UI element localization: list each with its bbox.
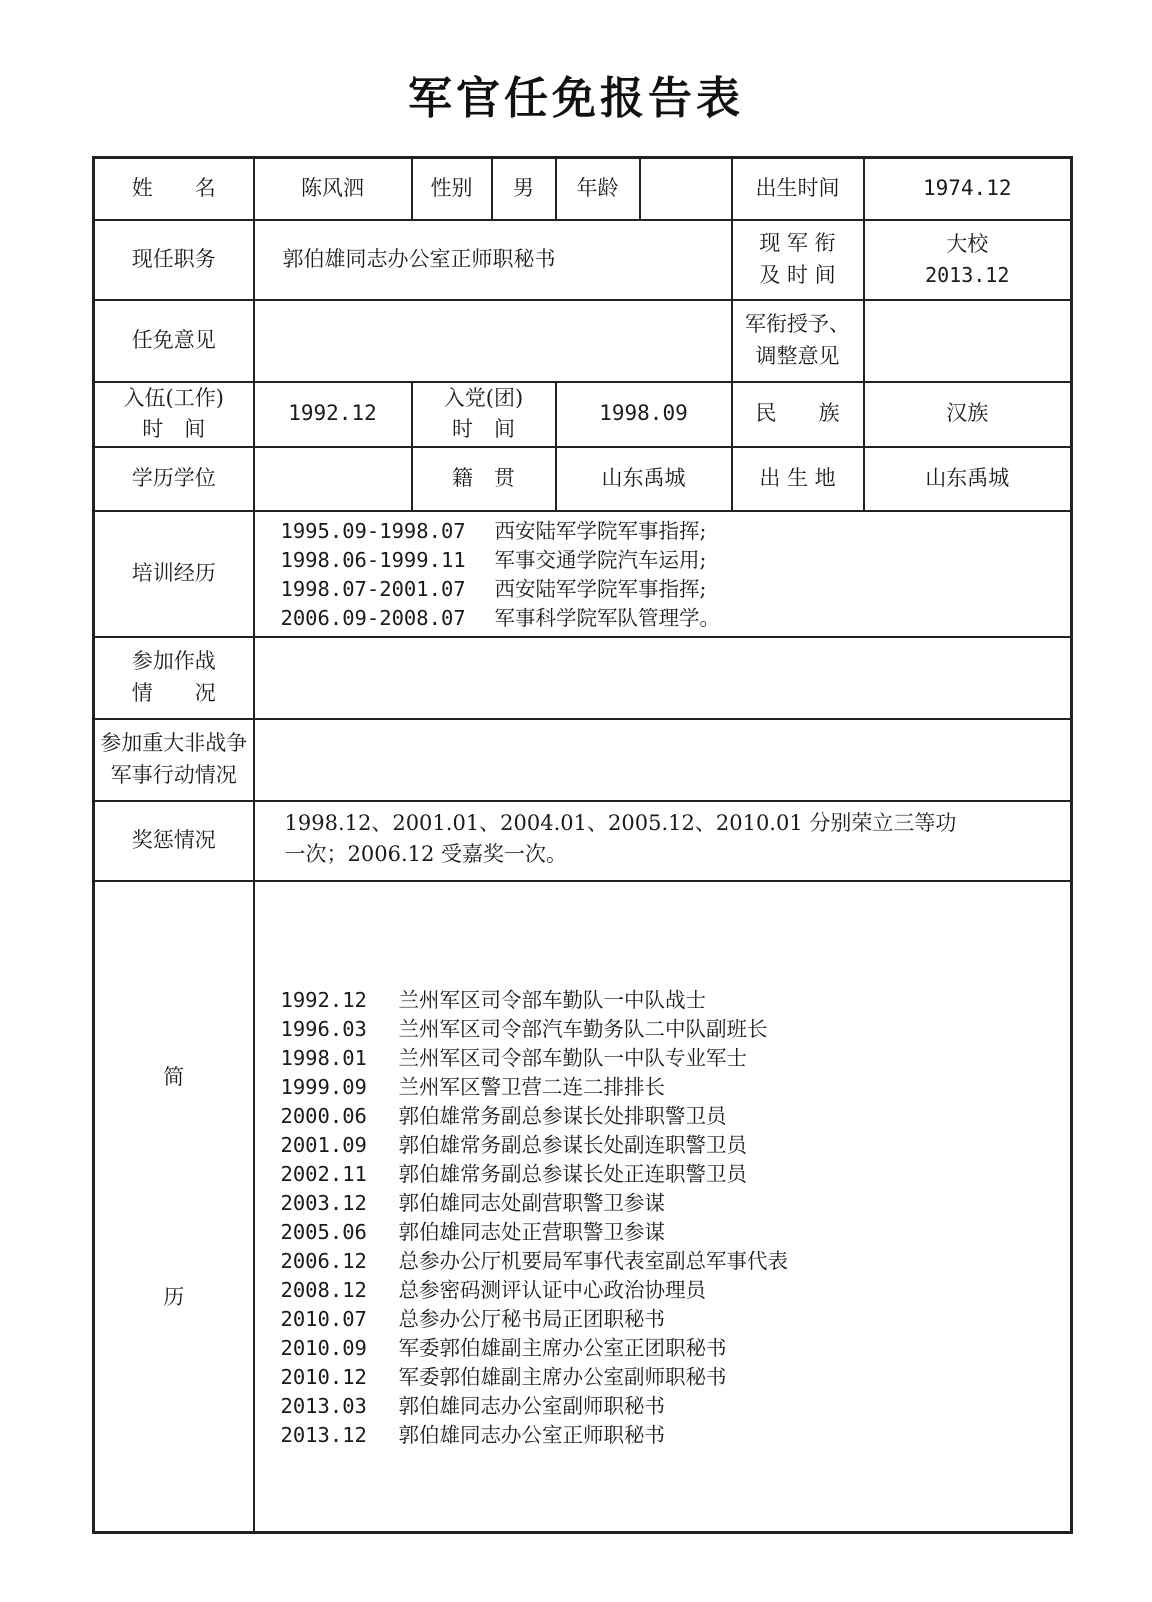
resume-entry-text: 郭伯雄常务副总参谋长处排职警卫员 bbox=[398, 1104, 727, 1129]
resume-entry-date: 2010.07 bbox=[280, 1307, 367, 1332]
resume-entry-text: 总参办公厅机要局军事代表室副总军事代表 bbox=[398, 1249, 788, 1274]
training-entry bbox=[281, 517, 1071, 546]
value-rank-date: 2013.12 bbox=[925, 263, 1010, 288]
resume-entry bbox=[281, 1392, 1071, 1421]
value-rank-adjust bbox=[864, 300, 1072, 382]
label-ethnicity: 民 族 bbox=[732, 382, 864, 447]
label-rank-time-line2: 及 时 间 bbox=[759, 262, 836, 287]
form-title: 军官任免报告表 bbox=[408, 73, 744, 124]
appointment-report-table bbox=[92, 156, 1073, 1534]
label-rank-adjust bbox=[732, 300, 864, 382]
label-training: 培训经历 bbox=[94, 511, 254, 637]
row-resume bbox=[94, 881, 1072, 1533]
training-entry-date: 2006.09-2008.07 bbox=[280, 605, 466, 630]
resume-list bbox=[254, 881, 1072, 1533]
resume-entry-text: 郭伯雄同志办公室副师职秘书 bbox=[398, 1394, 665, 1419]
value-nonwar bbox=[254, 719, 1072, 801]
label-combat bbox=[94, 637, 254, 719]
resume-entry-text: 兰州军区司令部汽车勤务队二中队副班长 bbox=[398, 1017, 768, 1042]
training-list bbox=[254, 511, 1072, 637]
label-enlist bbox=[94, 382, 254, 447]
row-awards bbox=[94, 801, 1072, 881]
label-nonwar bbox=[94, 719, 254, 801]
row-appointment-opinion bbox=[94, 300, 1072, 382]
label-age: 年龄 bbox=[556, 158, 640, 220]
label-native-place: 籍 贯 bbox=[412, 447, 556, 511]
resume-entry bbox=[281, 1276, 1071, 1305]
training-entry bbox=[281, 546, 1071, 575]
resume-entry bbox=[281, 1247, 1071, 1276]
value-current-post: 郭伯雄同志办公室正师职秘书 bbox=[254, 220, 732, 300]
label-rank-adjust-line1: 军衔授予、 bbox=[745, 312, 850, 336]
resume-entry-text: 郭伯雄同志处副营职警卫参谋 bbox=[398, 1191, 665, 1216]
resume-entry-date: 2005.06 bbox=[280, 1220, 367, 1245]
resume-entry-date: 2000.06 bbox=[280, 1104, 367, 1129]
label-birthplace: 出 生 地 bbox=[732, 447, 864, 511]
label-rank-adjust-line2: 调整意见 bbox=[755, 343, 840, 368]
value-combat bbox=[254, 637, 1072, 719]
label-combat-line2: 情 况 bbox=[131, 680, 216, 705]
value-birthplace: 山东禹城 bbox=[864, 447, 1072, 511]
label-combat-line1: 参加作战 bbox=[131, 649, 216, 673]
resume-entry-text: 军委郭伯雄副主席办公室正团职秘书 bbox=[398, 1336, 727, 1361]
label-party bbox=[412, 382, 556, 447]
label-nonwar-line1: 参加重大非战争 bbox=[100, 731, 248, 755]
resume-entry bbox=[281, 1421, 1071, 1450]
awards-line1: 1998.12、2001.01、2004.01、2005.12、2010.01 分别荣立三等功 bbox=[284, 810, 957, 835]
row-enlist-party bbox=[94, 382, 1072, 447]
row-nonwar bbox=[94, 719, 1072, 801]
value-enlist-date: 1992.12 bbox=[254, 382, 412, 447]
resume-entry bbox=[281, 1131, 1071, 1160]
training-entry bbox=[281, 575, 1071, 604]
resume-entry-text: 郭伯雄同志处正营职警卫参谋 bbox=[398, 1220, 665, 1245]
label-appointment-opinion: 任免意见 bbox=[94, 300, 254, 382]
resume-entry-date: 1998.01 bbox=[280, 1046, 367, 1071]
resume-entry-text: 郭伯雄常务副总参谋长处副连职警卫员 bbox=[398, 1133, 747, 1158]
resume-entry-text: 兰州军区警卫营二连二排排长 bbox=[398, 1075, 665, 1100]
training-entry-date: 1995.09-1998.07 bbox=[280, 518, 466, 543]
resume-entry bbox=[281, 1044, 1071, 1073]
resume-entry-date: 2002.11 bbox=[280, 1162, 367, 1187]
resume-entry-date: 2003.12 bbox=[280, 1191, 367, 1216]
label-gender: 性别 bbox=[412, 158, 492, 220]
resume-entry-text: 兰州军区司令部车勤队一中队专业军士 bbox=[398, 1046, 747, 1071]
resume-entry bbox=[281, 1189, 1071, 1218]
label-enlist-line1: 入伍(工作) bbox=[123, 385, 224, 410]
resume-entry-date: 2010.09 bbox=[280, 1336, 367, 1361]
resume-entry bbox=[281, 1102, 1071, 1131]
resume-entry-date: 1992.12 bbox=[280, 988, 367, 1013]
row-combat bbox=[94, 637, 1072, 719]
row-training bbox=[94, 511, 1072, 637]
value-appointment-opinion bbox=[254, 300, 732, 382]
value-rank-name: 大校 bbox=[946, 231, 989, 256]
value-native-place: 山东禹城 bbox=[556, 447, 732, 511]
resume-entry-date: 1996.03 bbox=[280, 1017, 367, 1042]
resume-entry bbox=[281, 1305, 1071, 1334]
label-education: 学历学位 bbox=[94, 447, 254, 511]
value-awards bbox=[254, 801, 1072, 881]
row-education-origin bbox=[94, 447, 1072, 511]
resume-entry-text: 郭伯雄常务副总参谋长处正连职警卫员 bbox=[398, 1162, 747, 1187]
label-resume bbox=[94, 881, 254, 1533]
resume-entry-date: 1999.09 bbox=[280, 1075, 367, 1100]
resume-entry-text: 军委郭伯雄副主席办公室副师职秘书 bbox=[398, 1365, 727, 1390]
training-entry-date: 1998.07-2001.07 bbox=[280, 576, 466, 601]
resume-entry bbox=[281, 1073, 1071, 1102]
resume-entry bbox=[281, 1160, 1071, 1189]
value-name: 陈风泗 bbox=[254, 158, 412, 220]
resume-entry-text: 总参办公厅秘书局正团职秘书 bbox=[398, 1307, 665, 1332]
resume-entry-date: 2008.12 bbox=[280, 1278, 367, 1303]
resume-entry bbox=[281, 1015, 1071, 1044]
value-ethnicity: 汉族 bbox=[864, 382, 1072, 447]
label-party-line2: 时 间 bbox=[452, 417, 515, 441]
resume-entry bbox=[281, 1218, 1071, 1247]
training-entry-text: 西安陆军学院军事指挥; bbox=[494, 518, 707, 543]
label-party-line1: 入党(团) bbox=[443, 385, 524, 410]
label-enlist-line2: 时 间 bbox=[142, 417, 206, 441]
label-nonwar-line2: 军事行动情况 bbox=[110, 762, 237, 787]
resume-entry bbox=[281, 1334, 1071, 1363]
label-rank-time bbox=[732, 220, 864, 300]
label-resume-char2: 历 bbox=[163, 1284, 185, 1309]
resume-entry bbox=[281, 1363, 1071, 1392]
row-basic-info bbox=[94, 158, 1072, 220]
value-birth-date: 1974.12 bbox=[864, 158, 1072, 220]
label-birth-date: 出生时间 bbox=[732, 158, 864, 220]
label-name: 姓 名 bbox=[94, 158, 254, 220]
value-gender: 男 bbox=[492, 158, 556, 220]
value-age bbox=[640, 158, 732, 220]
resume-entry-text: 总参密码测评认证中心政治协理员 bbox=[398, 1278, 706, 1303]
resume-entry-date: 2013.12 bbox=[280, 1423, 367, 1448]
resume-entry-date: 2010.12 bbox=[280, 1365, 367, 1390]
resume-entry-date: 2013.03 bbox=[280, 1394, 367, 1419]
row-current-post bbox=[94, 220, 1072, 300]
value-education bbox=[254, 447, 412, 511]
resume-entry-date: 2001.09 bbox=[280, 1133, 367, 1158]
training-entry-text: 军事科学院军队管理学。 bbox=[494, 605, 720, 630]
awards-line2: 一次；2006.12 受嘉奖一次。 bbox=[284, 842, 568, 866]
value-rank bbox=[864, 220, 1072, 300]
resume-entry-text: 兰州军区司令部车勤队一中队战士 bbox=[398, 988, 706, 1013]
training-entry bbox=[281, 604, 1071, 633]
resume-entry-date: 2006.12 bbox=[280, 1249, 367, 1274]
training-entry-text: 军事交通学院汽车运用; bbox=[494, 547, 707, 572]
label-current-post: 现任职务 bbox=[94, 220, 254, 300]
training-entry-date: 1998.06-1999.11 bbox=[280, 547, 466, 572]
label-resume-char1: 简 bbox=[163, 1064, 185, 1089]
resume-entry bbox=[281, 986, 1071, 1015]
value-party-date: 1998.09 bbox=[556, 382, 732, 447]
label-awards: 奖惩情况 bbox=[94, 801, 254, 881]
resume-entry-text: 郭伯雄同志办公室正师职秘书 bbox=[398, 1423, 665, 1448]
label-rank-time-line1: 现 军 衔 bbox=[759, 231, 836, 255]
training-entry-text: 西安陆军学院军事指挥; bbox=[494, 576, 707, 601]
